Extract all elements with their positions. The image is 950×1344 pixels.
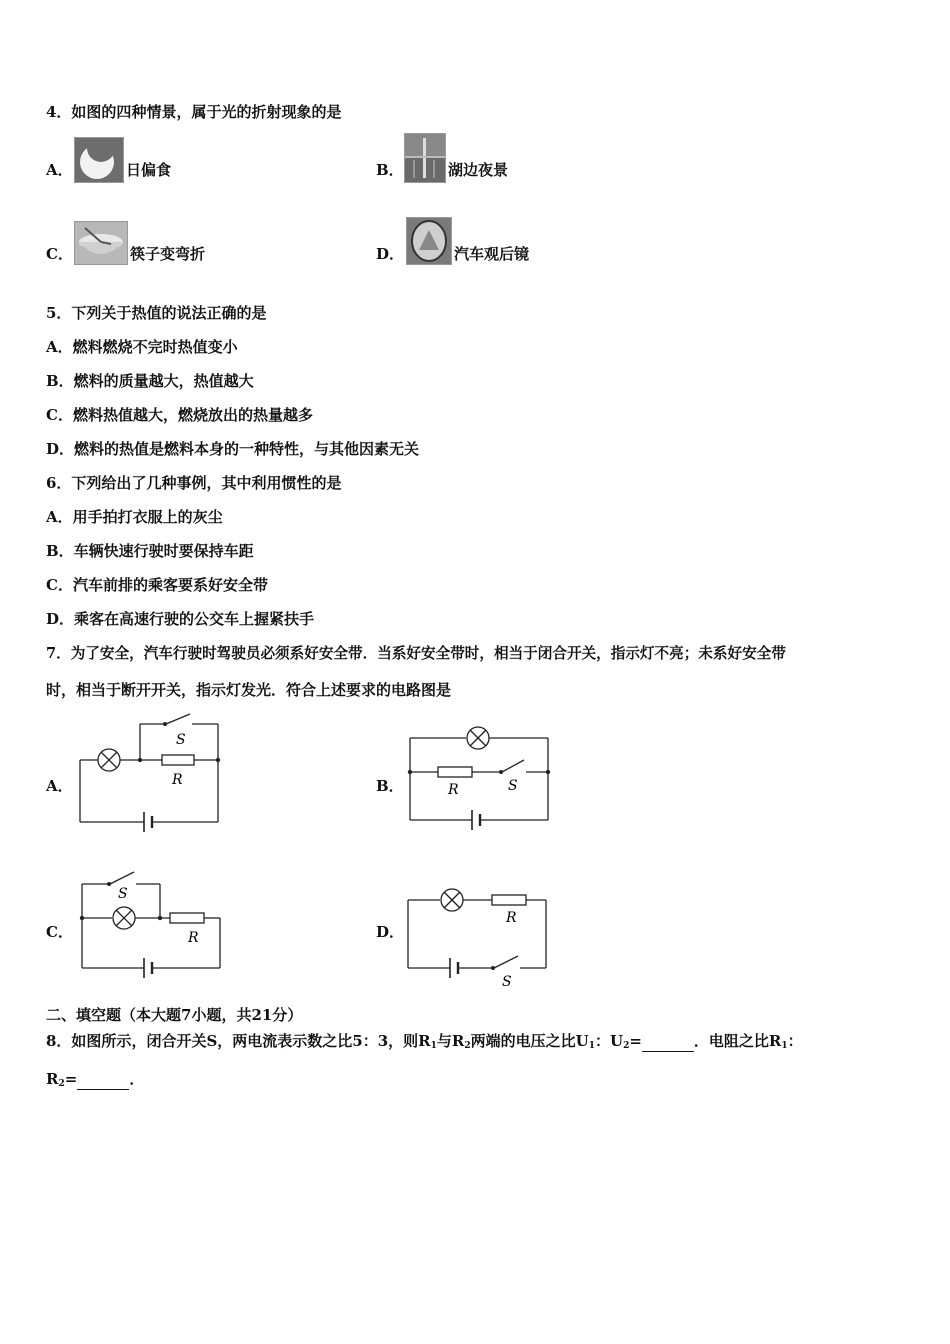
q8-text: 与R: [436, 1032, 465, 1050]
switch-label: S: [508, 778, 518, 794]
q5-stem: 5．下列关于热值的说法正确的是: [46, 304, 267, 322]
q5-option-c: C．燃料热值越大，燃烧放出的热量越多: [46, 406, 313, 424]
q8-line1: [46, 1031, 803, 1056]
q4-option-d-caption: 汽车观后镜: [454, 245, 530, 263]
q6-option-d: D．乘客在高速行驶的公交车上握紧扶手: [46, 610, 315, 628]
q4-option-d-label: D．: [376, 245, 405, 263]
q7-option-d-label: D．: [376, 923, 405, 941]
q7-stem-line1: 7．为了安全，汽车行驶时驾驶员必须系好安全带．当系好安全带时，相当于闭合开关，指示灯不亮；未系好安全带: [46, 645, 786, 662]
q4-option-a-caption: 日偏食: [126, 161, 172, 179]
q4-option-a-label: A．: [46, 161, 73, 179]
q4-option-b-caption: 湖边夜景: [448, 161, 509, 179]
q8-line2: [46, 1069, 144, 1094]
q8-text: 两端的电压之比U: [470, 1032, 589, 1050]
q8-text: R: [46, 1070, 59, 1088]
q6-option-c: C．汽车前排的乘客要系好安全带: [46, 576, 268, 594]
q8-text: 8．如图所示，闭合开关S，两电流表示数之比5：3，则R: [46, 1032, 431, 1050]
q8-text: ：: [787, 1032, 803, 1050]
q5-option-a: A．燃料燃烧不完时热值变小: [46, 338, 238, 356]
lake-night-photo-icon: [404, 133, 446, 183]
q8-subscript: 2: [464, 1041, 471, 1051]
q7-option-b-label: B．: [376, 777, 404, 795]
q7-stem-line2: 时，相当于断开开关，指示灯发光．符合上述要求的电路图是: [46, 681, 452, 699]
resistor-label: R: [172, 772, 183, 788]
q8-text: ：U: [594, 1032, 624, 1050]
q6-option-a: A．用手拍打衣服上的灰尘: [46, 508, 223, 526]
q8-text: =: [64, 1070, 78, 1088]
q7-option-a-label: A．: [46, 777, 73, 795]
resistor-label: R: [448, 782, 459, 798]
q8-text: ．: [129, 1070, 145, 1088]
q4-option-c-caption: 筷子变弯折: [130, 245, 206, 263]
q8-subscript: 1: [588, 1041, 595, 1051]
q4-option-c-label: C．: [46, 245, 73, 263]
car-mirror-photo-icon: [406, 217, 452, 265]
resistor-label: R: [188, 930, 199, 946]
q8-subscript: 2: [58, 1079, 65, 1089]
q8-text: =: [629, 1032, 642, 1050]
q8-subscript: 1: [430, 1041, 437, 1051]
q5-option-b: B．燃料的质量越大，热值越大: [46, 372, 254, 390]
circuit-diagram-d: [400, 880, 560, 990]
resistance-ratio-blank[interactable]: [77, 1069, 129, 1090]
partial-eclipse-photo-icon: [74, 137, 124, 183]
switch-label: S: [502, 974, 512, 990]
resistor-label: R: [506, 910, 517, 926]
q6-option-b: B．车辆快速行驶时要保持车距: [46, 542, 254, 560]
q6-stem: 6．下列给出了几种事例，其中利用惯性的是: [46, 474, 342, 492]
bent-chopsticks-photo-icon: [74, 221, 128, 265]
section-heading: 二、填空题（本大题7小题，共21分）: [46, 1006, 303, 1024]
voltage-ratio-blank[interactable]: [642, 1031, 694, 1052]
q8-text: ．电阻之比R: [693, 1032, 782, 1050]
circuit-diagram-b: [404, 720, 559, 845]
q4-stem: 4．如图的四种情景，属于光的折射现象的是: [46, 103, 342, 121]
switch-label: S: [118, 886, 128, 902]
circuit-diagram-c: [74, 866, 234, 986]
q4-option-b-label: B．: [376, 161, 404, 179]
q8-subscript: 2: [623, 1041, 630, 1051]
circuit-diagram-a: [74, 712, 234, 842]
q7-option-c-label: C．: [46, 923, 73, 941]
q8-subscript: 1: [781, 1041, 788, 1051]
switch-label: S: [176, 732, 186, 748]
q5-option-d: D．燃料的热值是燃料本身的一种特性，与其他因素无关: [46, 440, 420, 458]
